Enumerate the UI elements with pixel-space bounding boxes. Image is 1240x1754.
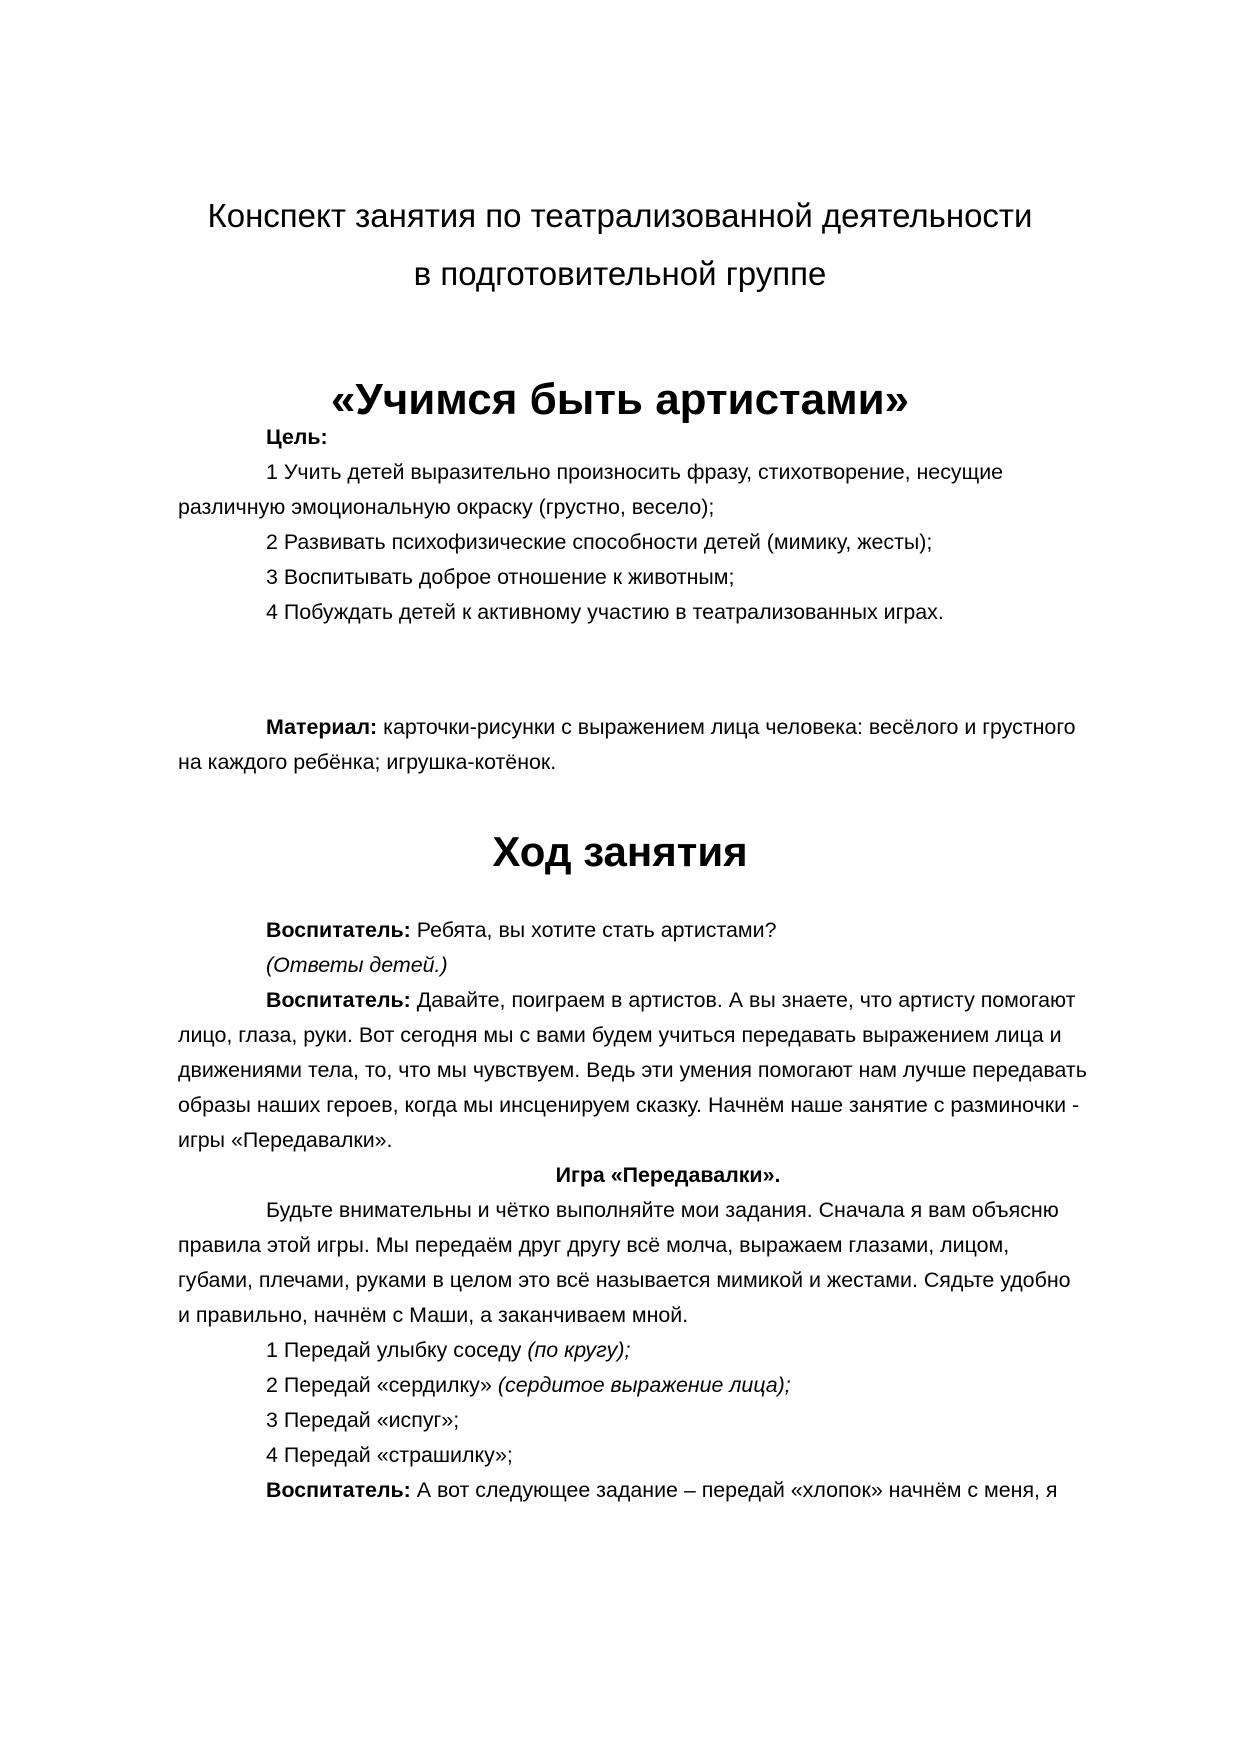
material-line-1	[178, 710, 1158, 745]
goal-item-3: 3 Воспитывать доброе отношение к животным;	[266, 565, 735, 589]
material-section	[178, 710, 1158, 780]
task-4: 4 Передай «страшилку»;	[266, 1443, 513, 1467]
rules-line-4: и правильно, начнём с Маши, а заканчиваем мной.	[178, 1303, 689, 1327]
lesson-p2-text: Давайте, поиграем в артистов. А вы знаете, что артисту помогают	[410, 988, 1076, 1012]
lesson-p3-text: А вот следующее задание – передай «хлопок» начнём с меня, я	[410, 1478, 1058, 1502]
lesson-p2-line-4: образы наших героев, когда мы инсценируем сказку. Начнём наше занятие с разминочки -	[178, 1093, 1080, 1117]
material-line-2: на каждого ребёнка; игрушка-котёнок.	[178, 750, 557, 774]
speaker-label: Воспитатель:	[266, 918, 411, 942]
task-1-text: 1 Передай улыбку соседу	[266, 1338, 528, 1362]
subtitle-line-2: в подготовительной группе	[413, 255, 827, 292]
lesson-title: Ход занятия	[492, 828, 748, 875]
rules-line-3: губами, плечами, руками в целом это всё называется мимикой и жестами. Сядьте удобно	[178, 1268, 1071, 1292]
document-subtitle	[120, 187, 1120, 303]
task-2-text: 2 Передай «сердилку»	[266, 1373, 498, 1397]
task-1	[178, 1333, 1158, 1368]
goal-item-4: 4 Побуждать детей к активному участию в театрализованных играх.	[266, 600, 944, 624]
lesson-p1-text: Ребята, вы хотите стать артистами?	[410, 918, 777, 942]
subtitle-line-1: Конспект занятия по театрализованной деятельности	[207, 197, 1033, 234]
goal-item-1-cont: различную эмоциональную окраску (грустно, весело);	[178, 495, 715, 519]
task-2-note: (сердитое выражение лица);	[497, 1373, 791, 1397]
task-2	[178, 1368, 1158, 1403]
lesson-paragraph-2	[178, 983, 1158, 1018]
lesson-paragraph-3	[178, 1473, 1158, 1508]
goal-label: Цель:	[266, 425, 328, 449]
game-title: Игра «Передавалки».	[555, 1163, 781, 1187]
goal-item-2: 2 Развивать психофизические способности детей (мимику, жесты);	[266, 530, 933, 554]
lesson-paragraph-1	[178, 913, 1158, 948]
lesson-p2-line-5: игры «Передавалки».	[178, 1128, 393, 1152]
lesson-p2-line-2: лицо, глаза, руки. Вот сегодня мы с вами будем учиться передавать выражением лица и	[178, 1023, 1062, 1047]
goal-section	[178, 420, 1158, 630]
rules-line-1: Будьте внимательны и чётко выполняйте мои задания. Сначала я вам объясню	[266, 1198, 1059, 1222]
document-title: «Учимся быть артистами»	[330, 375, 910, 424]
lesson-section	[178, 913, 1158, 1508]
task-3: 3 Передай «испуг»;	[266, 1408, 460, 1432]
speaker-label: Воспитатель:	[266, 1478, 411, 1502]
material-label: Материал:	[266, 715, 378, 739]
children-answers: (Ответы детей.)	[266, 953, 448, 977]
goal-item-1: 1 Учить детей выразительно произносить фразу, стихотворение, несущие	[266, 460, 1004, 484]
speaker-label: Воспитатель:	[266, 988, 411, 1012]
lesson-p2-line-3: движениями тела, то, что мы чувствуем. Ведь эти умения помогают нам лучше передавать	[178, 1058, 1087, 1082]
material-text: карточки-рисунки с выражением лица человека: весёлого и грустного	[377, 715, 1076, 739]
rules-line-2: правила этой игры. Мы передаём друг другу всё молча, выражаем глазами, лицом,	[178, 1233, 1010, 1257]
task-1-note: (по кругу);	[527, 1338, 631, 1362]
